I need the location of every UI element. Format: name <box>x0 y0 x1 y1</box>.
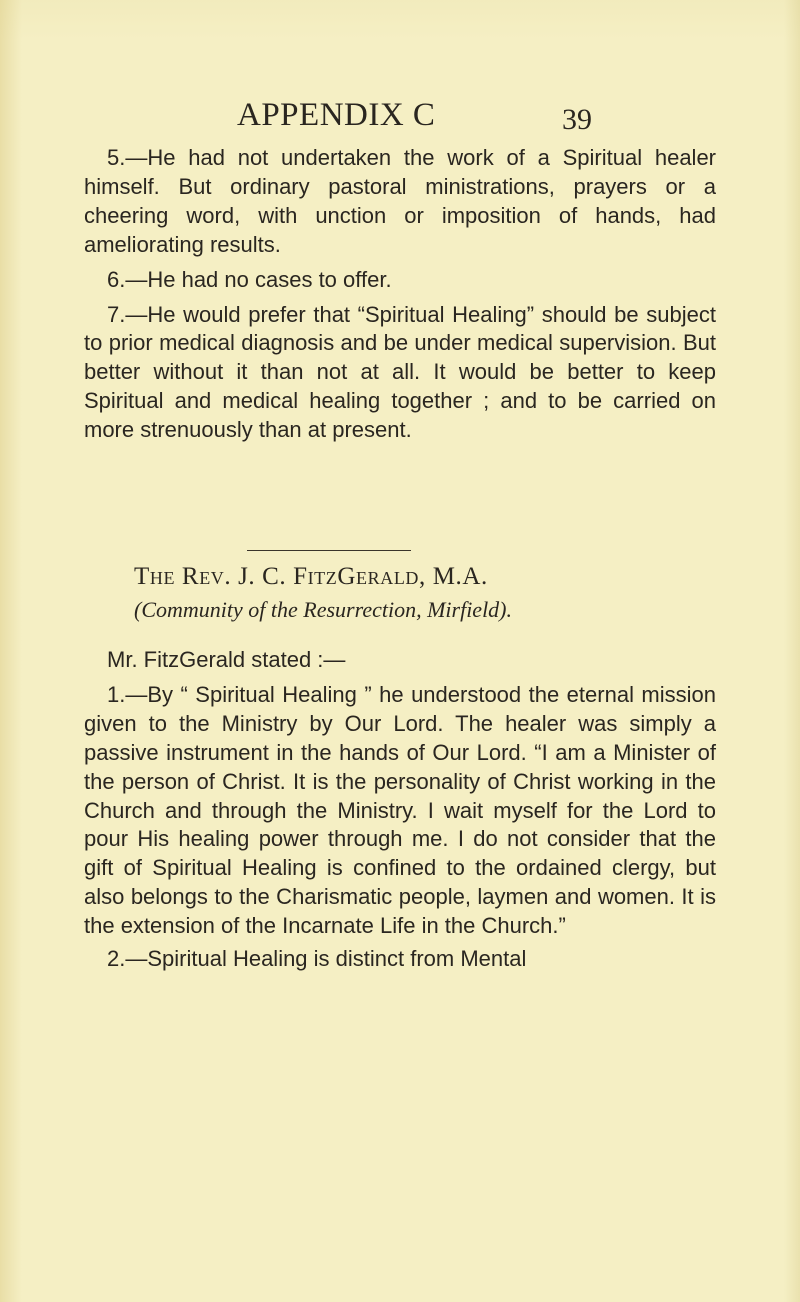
section-one <box>84 144 716 445</box>
section-divider <box>247 550 411 551</box>
section-two <box>84 646 716 974</box>
page-number: 39 <box>562 103 592 136</box>
paragraph-2: 2.—Spiritual Healing is distinct from Mental <box>107 946 527 972</box>
paragraph-7: 7.—He would prefer that “Spiritual Healing” should be subject to prior medical diagnosis and be under medical supervision. But better without it than not at all. It would be better to keep Spiritual and medical healing together ; and to be carried on more strenuously than at present. <box>84 301 716 443</box>
statement-intro: Mr. FitzGerald stated :— <box>107 647 346 672</box>
page-header <box>0 97 800 141</box>
speaker-name: The Rev. J. C. FitzGerald, M.A. <box>134 563 488 590</box>
speaker-affiliation: (Community of the Resurrection, Mirfield). <box>134 597 513 622</box>
paragraph-6: 6.—He had no cases to offer. <box>107 266 392 292</box>
paragraph-5: 5.—He had not undertaken the work of a Spiritual healer himself. But ordinary pastoral ministrations, prayers or a cheering word, with unction or imposition of hands, had ameliorating results. <box>84 145 716 257</box>
running-head: APPENDIX C <box>237 97 436 133</box>
paragraph-1: 1.—By “ Spiritual Healing ” he understood the eternal mission given to the Ministry by Our Lord. The healer was simply a passive instrument in the hands of Our Lord. “I am a Minister of the person of Christ. It is the personality of Christ working in the Church and through the Ministry. I wait myself for the Lord to pour His healing power through me. I do not consider that the gift of Spiritual Healing is confined to the ordained clergy, but also belongs to the Charismatic people, laymen and women. It is the extension of the Incarnate Life in the Church.” <box>84 681 716 939</box>
